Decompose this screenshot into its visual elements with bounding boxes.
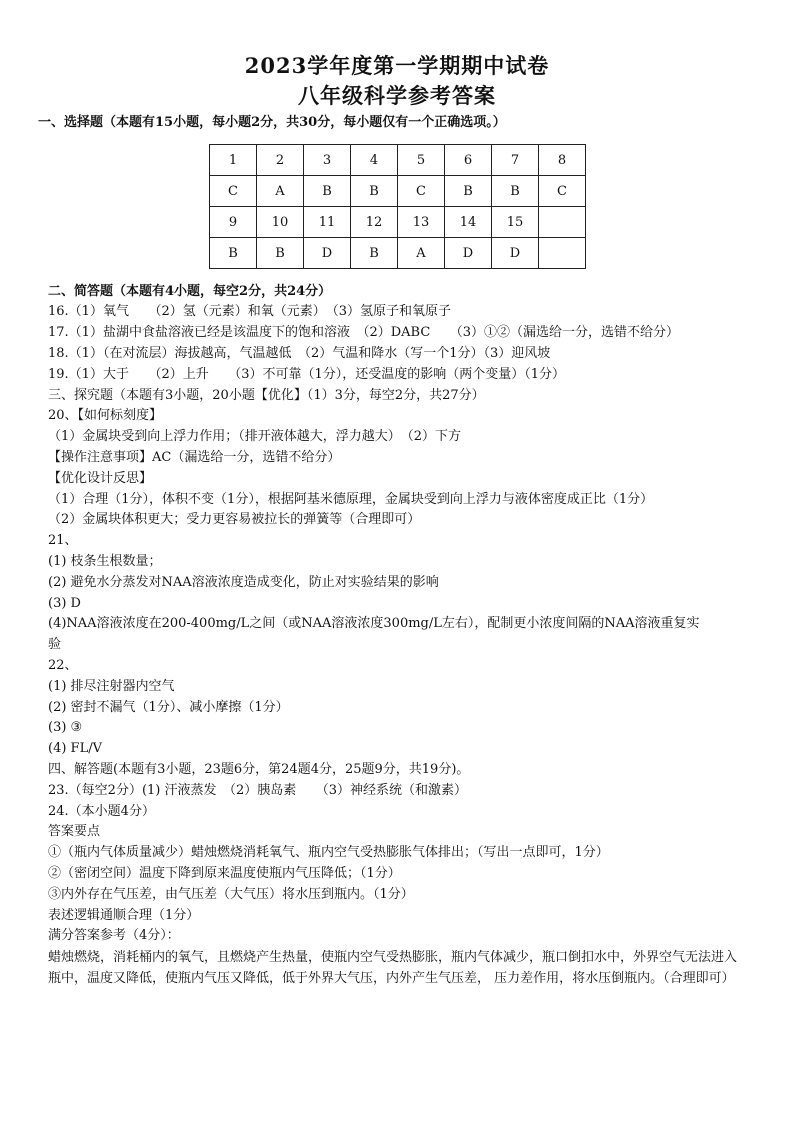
table-cell: 10 bbox=[257, 207, 304, 238]
table-cell: 12 bbox=[351, 207, 398, 238]
table-cell: 2 bbox=[257, 145, 304, 176]
table-cell: 13 bbox=[398, 207, 445, 238]
answer-line: 二、简答题（本题有4小题，每空2分，共24分） bbox=[48, 284, 332, 299]
table-cell: A bbox=[398, 238, 445, 269]
table-cell: D bbox=[304, 238, 351, 269]
table-cell: C bbox=[398, 176, 445, 207]
answer-line: (1) 枝条生根数量； bbox=[48, 554, 162, 569]
answer-line: 16.（1）氧气 （2）氢（元素）和氧（元素） （3）氢原子和氧原子 bbox=[48, 304, 451, 319]
answer-line: ③内外存在气压差，由气压差（大气压）将水压到瓶内。（1分） bbox=[48, 887, 414, 902]
table-cell: 11 bbox=[304, 207, 351, 238]
answer-line: 21、 bbox=[48, 533, 78, 548]
table-cell bbox=[539, 207, 586, 238]
table-cell: 4 bbox=[351, 145, 398, 176]
table-row bbox=[210, 176, 586, 207]
answer-line: (2) 避免水分蒸发对NAA溶液浓度造成变化，防止对实验结果的影响 bbox=[48, 575, 439, 590]
answer-line: 19.（1）大于 （2）上升 （3）不可靠（1分），还受温度的影响（两个变量）（1分） bbox=[48, 367, 566, 382]
answer-line: 20、【如何标刻度】 bbox=[48, 408, 163, 423]
answer-line: 23.（每空2分）(1) 汗液蒸发 （2）胰岛素 （3）神经系统（和激素） bbox=[48, 783, 468, 798]
table-cell: B bbox=[351, 238, 398, 269]
answer-line: 24.（本小题4分） bbox=[48, 804, 155, 819]
table-cell: 1 bbox=[210, 145, 257, 176]
table-cell: B bbox=[257, 238, 304, 269]
page-title: 2023学年度第一学期期中试卷 bbox=[244, 53, 550, 78]
answer-table bbox=[209, 144, 586, 269]
table-cell: D bbox=[492, 238, 539, 269]
page-subtitle: 八年级科学参考答案 bbox=[298, 83, 496, 108]
table-cell bbox=[539, 238, 586, 269]
table-cell: B bbox=[210, 238, 257, 269]
table-cell: D bbox=[445, 238, 492, 269]
answer-line: 22、 bbox=[48, 658, 78, 673]
answer-line: 满分答案参考（4分）： bbox=[48, 928, 180, 943]
answer-line: (1) 排尽注射器内空气 bbox=[48, 679, 175, 694]
answer-line: (2) 密封不漏气（1分）、减小摩擦（1分） bbox=[48, 700, 289, 715]
answer-line: 答案要点 bbox=[48, 824, 101, 839]
section-1-heading: 一、选择题（本题有15小题，每小题2分，共30分，每小题仅有一个正确选项。） bbox=[38, 115, 506, 130]
answer-line: ①（瓶内气体质量减少）蜡烛燃烧消耗氧气、瓶内空气受热膨胀气体排出；（写出一点即可，1分） bbox=[48, 845, 609, 860]
answer-line: 18.（1）（在对流层）海拔越高，气温越低 （2）气温和降水（写一个1分）（3）迎风坡 bbox=[48, 346, 551, 361]
table-cell: 8 bbox=[539, 145, 586, 176]
table-cell: B bbox=[351, 176, 398, 207]
table-row bbox=[210, 207, 586, 238]
answer-line: （1）合理（1分），体积不变（1分），根据阿基米德原理，金属块受到向上浮力与液体密度成正比（1分） bbox=[48, 492, 654, 507]
table-cell: B bbox=[445, 176, 492, 207]
answer-line: 【优化设计反思】 bbox=[48, 471, 153, 486]
answer-line: 表述逻辑通顺合理（1分） bbox=[48, 908, 200, 923]
answer-line: 四、解答题(本题有3小题，23题6分，第24题4分，25题9分，共19分)。 bbox=[48, 762, 470, 777]
answer-line: (3) D bbox=[48, 596, 81, 611]
table-cell: C bbox=[210, 176, 257, 207]
answer-line: (4) FL/V bbox=[48, 741, 102, 756]
table-cell: B bbox=[304, 176, 351, 207]
table-cell: 5 bbox=[398, 145, 445, 176]
table-row bbox=[210, 145, 586, 176]
table-cell: 9 bbox=[210, 207, 257, 238]
answer-line: （1）金属块受到向上浮力作用；（排开液体越大，浮力越大） （2）下方 bbox=[48, 429, 462, 444]
answer-paragraph: 蜡烛燃烧，消耗桶内的氧气，且燃烧产生热量，使瓶内空气受热膨胀，瓶内气体减少，瓶口倒扣水中，外界空气无法进入瓶中，温度又降低，使瓶内气压又降低，低于外界大气压，内外产生气压差， 压力差作用，将水压倒瓶内。（合理即可） bbox=[48, 950, 738, 986]
table-cell: 3 bbox=[304, 145, 351, 176]
answer-line: （2）金属块体积更大；受力更容易被拉长的弹簧等（合理即可） bbox=[48, 512, 421, 527]
answer-line: ②（密闭空间）温度下降到原来温度使瓶内气压降低；（1分） bbox=[48, 866, 401, 881]
answer-line: 验 bbox=[48, 637, 62, 652]
table-cell: 14 bbox=[445, 207, 492, 238]
table-cell: 7 bbox=[492, 145, 539, 176]
answer-line: (4)NAA溶液浓度在200-400mg/L之间（或NAA溶液浓度300mg/L左右），配制更小浓度间隔的NAA溶液重复实 bbox=[48, 616, 700, 631]
answer-line: 三、探究题（本题有3小题，20小题【优化】（1）3分，每空2分，共27分） bbox=[48, 388, 485, 403]
table-cell: B bbox=[492, 176, 539, 207]
table-cell: 15 bbox=[492, 207, 539, 238]
answer-line: (3) ③ bbox=[48, 720, 83, 735]
table-row bbox=[210, 238, 586, 269]
answer-line: 【操作注意事项】AC（漏选给一分，选错不给分） bbox=[48, 450, 341, 465]
table-cell: C bbox=[539, 176, 586, 207]
table-cell: 6 bbox=[445, 145, 492, 176]
answer-line: 17.（1）盐湖中食盐溶液已经是该温度下的饱和溶液 （2）DABC （3）①②（漏选给一分，选错不给分） bbox=[48, 325, 680, 340]
table-cell: A bbox=[257, 176, 304, 207]
